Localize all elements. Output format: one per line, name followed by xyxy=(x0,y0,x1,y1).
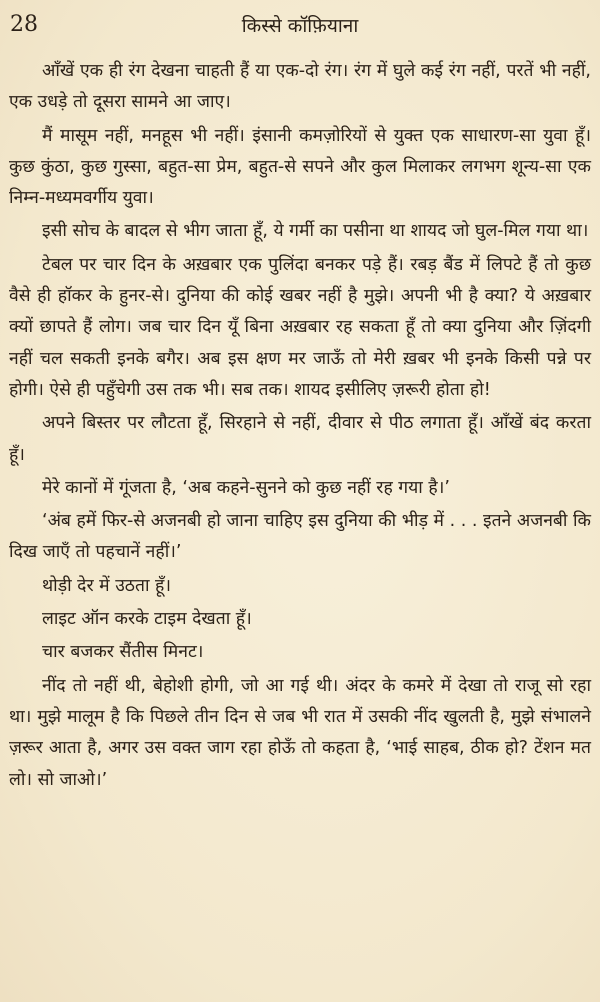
running-title: किस्से कॉफ़ियाना xyxy=(241,15,359,37)
paragraph: आँखें एक ही रंग देखना चाहती हैं या एक-दो रंग। रंग में घुले कई रंग नहीं, परतें भी नहीं, एक उधड़े तो दूसरा सामने आ जाए। xyxy=(9,61,597,113)
paragraph: टेबल पर चार दिन के अख़बार एक पुलिंदा बनकर पड़े हैं। रबड़ बैंड में लिपटे हैं तो कुछ वैसे ही हॉकर के हुनर-से। दुनिया की कोई खबर नहीं है मुझे। अपनी भी है क्या? ये अख़बार क्यों छापते हैं लोग। जब चार दिन यूँ बिना अख़बार रह सकता हूँ तो क्या दुनिया और ज़िंदगी नहीं चल सकती इनके बगैर। अब इस क्षण मर जाऊँ तो मेरी ख़बर भी इनके किसी पन्ने पर होगी। ऐसे ही पहुँचेगी उस तक भी। सब तक। शायद इसीलिए ज़रूरी होता हो! xyxy=(9,254,597,400)
page-header xyxy=(0,12,600,42)
paragraph: नींद तो नहीं थी, बेहोशी होगी, जो आ गई थी। अंदर के कमरे में देखा तो राजू सो रहा था। मुझे मालूम है कि पिछले तीन दिन से जब भी रात में उसकी नींद खुलती है, मुझे संभालने ज़रूर आता है, अगर उस वक्त जाग रहा होऊँ तो कहता है, ‘भाई साहब, ठीक हो? टेंशन मत लो। सो जाओ।’ xyxy=(9,675,597,790)
paragraph: चार बजकर सैंतीस मिनट। xyxy=(42,642,204,663)
page-number: 28 xyxy=(10,12,38,37)
paragraph: ‘अंब हमें फिर-से अजनबी हो जाना चाहिए इस दुनिया की भीड़ में . . . इतने अजनबी कि दिख जाएँ तो पहचानें नहीं।’ xyxy=(9,511,597,563)
paragraph: थोड़ी देर में उठता हूँ। xyxy=(42,575,171,596)
paragraph: मैं मासूम नहीं, मनहूस भी नहीं। इंसानी कमज़ोरियों से युक्त एक साधारण-सा युवा हूँ। कुछ कुंठा, कुछ गुस्सा, बहुत-सा प्रेम, बहुत-से सपने और कुल मिलाकर लगभग शून्य-सा एक निम्न-मध्यमवर्गीय युवा। xyxy=(9,125,597,209)
paragraph: इसी सोच के बादल से भीग जाता हूँ, ये गर्मी का पसीना था शायद जो घुल-मिल गया था। xyxy=(42,221,589,242)
paragraph: मेरे कानों में गूंजता है, ‘अब कहने-सुनने को कुछ नहीं रह गया है।’ xyxy=(42,477,450,498)
paragraph: अपने बिस्तर पर लौटता हूँ, सिरहाने से नहीं, दीवार से पीठ लगाता हूँ। आँखें बंद करता हूँ। xyxy=(9,413,597,465)
paragraph: लाइट ऑन करके टाइम देखता हूँ। xyxy=(42,609,252,630)
body-text xyxy=(9,56,597,798)
